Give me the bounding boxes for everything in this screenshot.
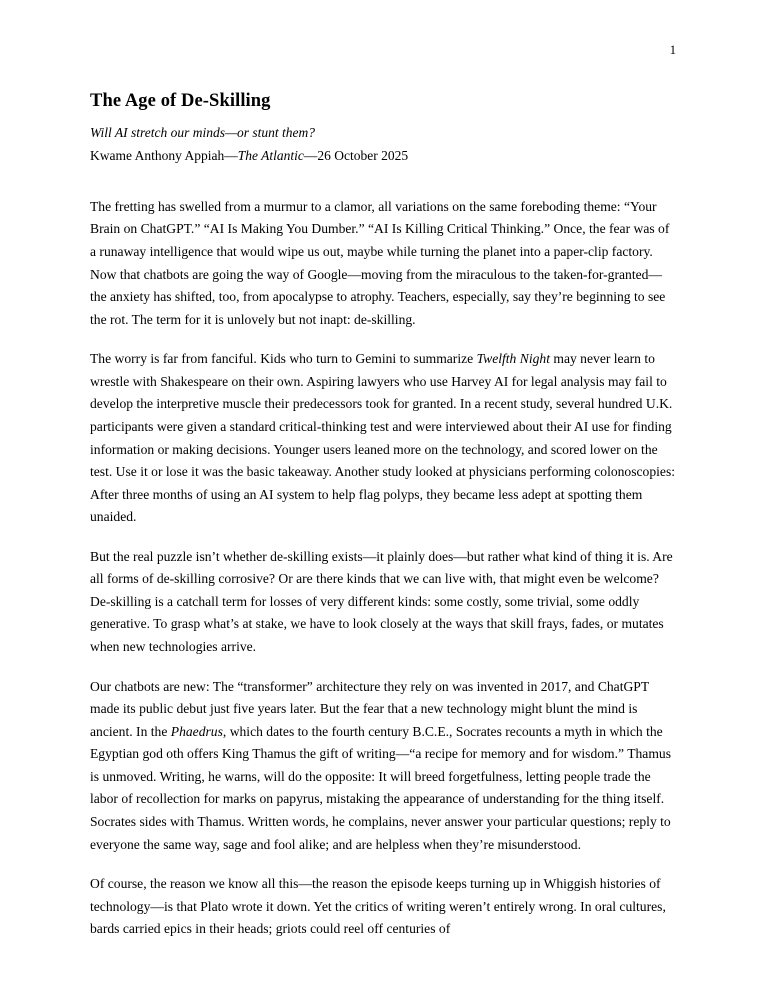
- page-number: 1: [669, 43, 676, 57]
- paragraph-4-italic-title: Phaedrus: [170, 723, 223, 739]
- byline-date: —26 October 2025: [303, 147, 409, 163]
- paragraph-4-part-b: , which dates to the fourth century B.C.E., Socrates recounts a myth in which the Egyptian god oth offers King Thamus the gift of writing—“a recipe for memory and for wisdom.” Thamus is unmoved. Writing, he warns, will do the opposite: It will breed forgetfulness, letting people trade the labor of recollection for marks on papyrus, mistaking the appearance of understanding for the thing itself. Socrates sides with Thamus. Written words, he complains, never answer your particular questions; reply to everyone the same way, sage and fool alike; and are helpless when they’re misunderstood.: [90, 723, 672, 852]
- paragraph-3: But the real puzzle isn’t whether de-skilling exists—it plainly does—but rather what kind of thing it is. Are all forms of de-skilling corrosive? Or are there kinds that we can live with, that might even be welcome? De-skilling is a catchall term for losses of very different kinds: some costly, some trivial, some oddly generative. To grasp what’s at stake, we have to look closely at the ways that skill frays, fades, or mutates when new technologies arrive.: [90, 548, 673, 655]
- byline: [90, 147, 676, 165]
- paragraph-1: The fretting has swelled from a murmur to a clamor, all variations on the same foreboding theme: “Your Brain on ChatGPT.” “AI Is Making You Dumber.” “AI Is Killing Critical Thinking.” Once, the fear was of a runaway intelligence that would wipe us out, maybe while turning the planet into a paper-clip factory. Now that chatbots are going the way of Google—moving from the miraculous to the taken-for-granted—the anxiety has shifted, too, from apocalypse to atrophy. Teachers, especially, say they’re beginning to see the rot. The term for it is unlovely but not inapt: de-skilling.: [90, 198, 670, 327]
- paragraph-2-part-a: The worry is far from fanciful. Kids who turn to Gemini to summarize: [90, 351, 477, 367]
- byline-author: Kwame Anthony Appiah—: [90, 147, 238, 163]
- byline-publication: The Atlantic: [237, 147, 304, 163]
- paragraph-2-part-b: may never learn to wrestle with Shakespeare on their own. Aspiring lawyers who use Harvey AI for legal analysis may fail to develop the interpretive muscle their predecessors took for granted. In a recent study, several hundred U.K. participants were given a standard critical-thinking test and were interviewed about their AI use for finding information or making decisions. Younger users leaned more on the technology, and scored lower on the test. Use it or lose it was the basic takeaway. Another study looked at physicians performing colonoscopies: After three months of using an AI system to help flag polyps, they became less adept at spotting them unaided.: [90, 351, 676, 525]
- paragraph-2: [90, 348, 676, 529]
- document-subtitle: Will AI stretch our minds—or stunt them?: [90, 125, 316, 141]
- paragraph-5: Of course, the reason we know all this—the reason the episode keeps turning up in Whiggish histories of technology—is that Plato wrote it down. Yet the critics of writing weren’t entirely wrong. In oral cultures, bards carried epics in their heads; griots could reel off centuries of: [90, 876, 666, 937]
- page-title: The Age of De-Skilling: [90, 91, 271, 111]
- document-body: [90, 196, 676, 941]
- paragraph-2-italic-title: Twelfth Night: [476, 351, 550, 367]
- paragraph-4: [90, 676, 676, 857]
- paragraph-4-part-a: Our chatbots are new: The “transformer” architecture they rely on was invented in 2017, and ChatGPT made its public debut just five years later. But the fear that a new technology might blunt the mind is ancient. In the: [90, 678, 649, 739]
